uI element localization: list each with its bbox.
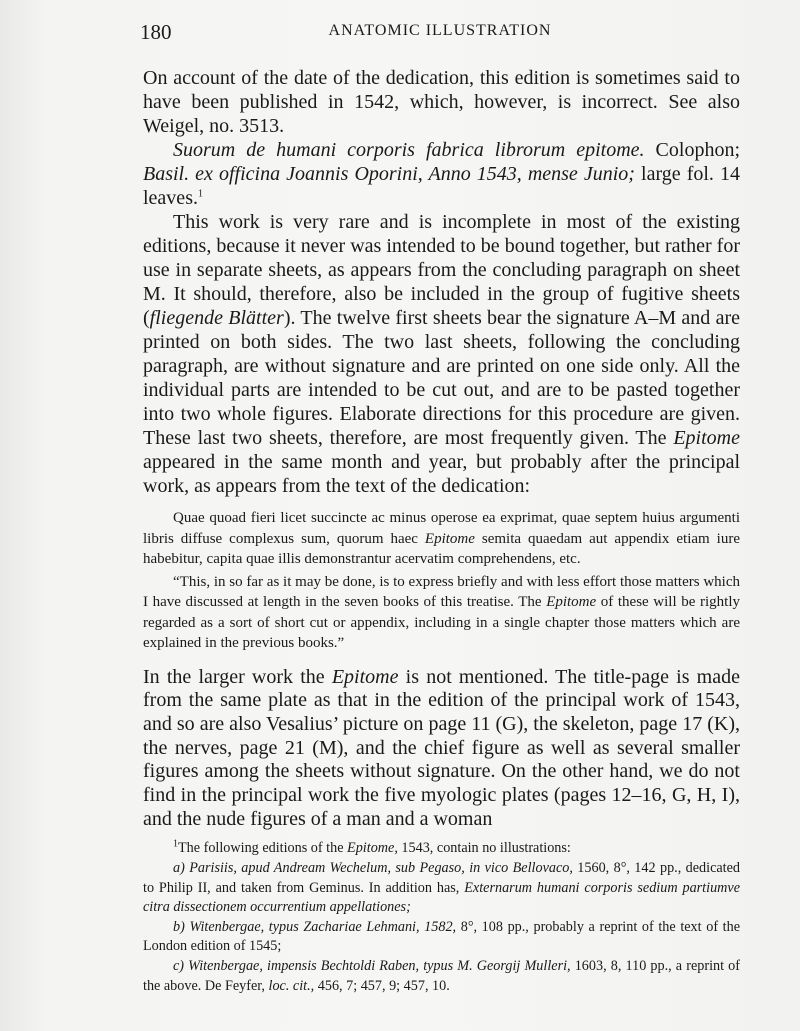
italic-term: Epitome [546,594,597,610]
running-title: ANATOMIC ILLUSTRATION [328,22,552,39]
colophon-text: Basil. ex officina Joannis Oporini, Anno 1543, mense Junio; [143,163,635,185]
footnote-text: 1603, 8, 110 pp., a reprint of the above. De Feyfer, [143,957,740,994]
italic-term: Epitome [424,530,475,547]
latin-quote [143,508,740,570]
italic-citation: loc. cit., [268,977,315,994]
english-quote [143,572,740,654]
quote-text: Quae quoad fieri licet succincte ac minus operose ea exprimat, quae septem huius argumenti libris diffuse complexus sum, quorum haec [143,510,740,547]
footnote-item-b [143,918,740,957]
quote-text: semita quaedam aut appendix etiam iure habebitur, capita quae illis demonstrantur acervatim comprehendens, etc. [143,530,740,567]
footnote-item-c [143,957,740,996]
footnote-text: 1560, 8°, 142 pp., dedicated to Philip II, and taken from Geminus. In addition has, [143,860,740,896]
footnote-text: 456, 7; 457, 9; 457, 10. [314,977,450,994]
paragraph-text: In the larger work the [143,665,332,688]
footnote-item-a [143,859,740,918]
italic-term: Epitome, [347,840,398,857]
italic-term: fliegende Blätter [149,307,284,329]
footnote-text: 1543, contain no illustrations: [397,840,571,857]
paragraph-text: is not mentioned. The title-page is made from the same plate as that in the edition of the principal work of 1543, and so are also Vesalius’ picture on page 11 (G), the skeleton, page 17 (K), the nerves, page 21 (M), and the chief figure as well as several smaller figures among the sheets without signature. On the other hand, we do not find in the principal work the five myologic plates (pages 12–16, G, H, I), and the nude figures of a man and a woman [143,665,740,830]
italic-imprint: Witenbergae, typus Zachariae Lehmani, 1582, [189,918,457,935]
paragraph-dedication-date [143,66,740,138]
footnotes [143,839,740,996]
paragraph-epitome-title [143,138,740,210]
page-header [140,20,740,46]
item-label: a) [173,860,190,877]
footnote-text: 8°, 108 pp., probably a reprint of the text of the London edition of 1545; [143,918,741,955]
book-title: Suorum de humani corporis fabrica librorum epitome. [173,139,645,161]
paragraph-text: ). The twelve first sheets bear the signature A–M and are printed on both sides. The two last sheets, following the concluding paragraph, are without signature and are printed on one side only. All the individual parts are intended to be cut out, and are to be pasted together into two whole figures. Elaborate directions for this procedure are given. These last two sheets, therefore, are most frequently given. The [143,307,740,449]
quote-text: “This, in so far as it may be done, is to express briefly and with less effort those matters which I have discussed at length in the seven books of this treatise. The [143,573,740,610]
paragraph-rarity [143,210,740,498]
colophon-label: Colophon; [644,139,740,161]
item-label: c) [173,957,189,974]
footnote-reference: 1 [197,188,203,200]
italic-imprint: Parisiis, apud Andream Wechelum, sub Pegaso, in vico Bellovaco, [189,860,573,877]
paragraph-text: This work is very rare and is incomplete in most of the existing editions, because it never was intended to be bound together, but rather for use in separate sheets, as appears from the concluding paragraph on sheet M. It should, therefore, also be included in the group of fugitive sheets ( [143,211,740,329]
italic-title: Externarum humani corporis sedium partiumve citra dissectionem occurrentium appellationes; [143,879,740,916]
page-body [143,66,740,996]
italic-imprint: Witenbergae, impensis Bechtoldi Raben, typus M. Georgij Mulleri, [188,957,571,974]
format-text: large fol. 14 leaves. [143,163,740,209]
paragraph-text: On account of the date of the dedication, this edition is sometimes said to have been published in 1542, which, however, is incorrect. See also Weigel, no. 3513. [143,67,740,137]
paragraph-larger-work [143,666,740,832]
footnote-text: The following editions of the [178,840,348,857]
footnote-marker: 1 [173,838,178,850]
italic-term: Epitome [331,665,399,688]
page-number: 180 [140,20,172,44]
footnote-1 [143,839,740,859]
paragraph-text: appeared in the same month and year, but probably after the principal work, as appears from the text of the dedication: [143,451,740,497]
quote-text: of these will be rightly regarded as a sort of short cut or appendix, including in a single chapter those matters which are explained in the previous books.” [143,594,740,651]
italic-term: Epitome [673,427,740,449]
item-label: b) [173,918,190,935]
